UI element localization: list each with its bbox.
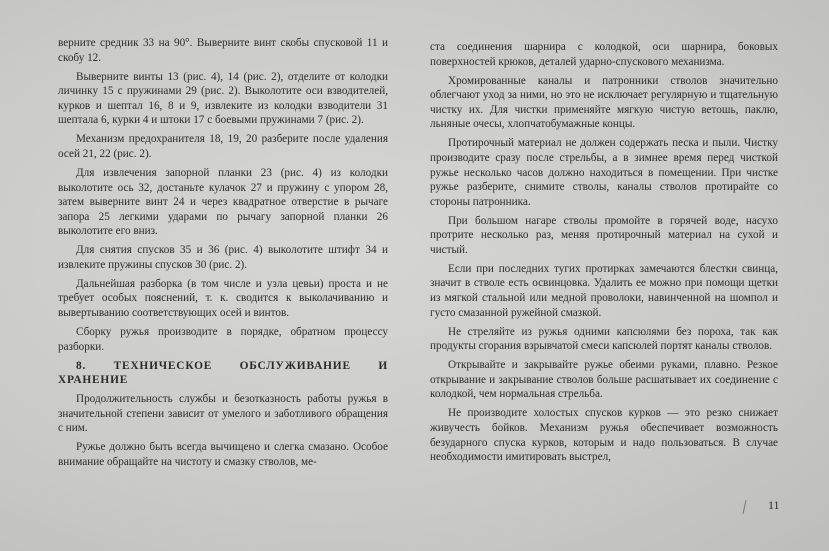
paragraph: Хромированные каналы и патронники стволов значительно облегчают уход за ними, но это не исключает регулярную и тщательную чистку их. Для чистки применяйте мягкую чистую ветошь, паклю, льняные очесы, хлопчатобумажные концы. (430, 74, 778, 131)
paragraph: Выверните винты 13 (рис. 4), 14 (рис. 2), отделите от колодки личинку 15 с пружинами 29 (рис. 2). Выколотите оси взводителей, курков и шептал 16, 8 и 9, извлеките из колодки взводители 31 шептала 6, курки 4 и штоки 17 с боевыми пружинами 7 (рис. 2). (58, 70, 388, 127)
right-column (430, 40, 778, 469)
paragraph: Сборку ружья производите в порядке, обратном процессу разборки. (58, 326, 388, 353)
paragraph: Ружье должно быть всегда вычищено и слегка смазано. Особое внимание обращайте на чистоту и смазку стволов, ме- (58, 441, 388, 468)
paragraph: Открывайте и закрывайте ружье обеими руками, плавно. Резкое открывание и закрывание стволов больше расшатывает их соединение с колодкой, чем нормальная стрельба. (430, 359, 778, 401)
paragraph: Дальнейшая разборка (в том числе и узла цевьи) проста и не требует особых пояснений, т. к. сводится к выколачиванию и вывертыванию соответствующих осей и винтов. (58, 277, 388, 320)
paragraph: Протирочный материал не должен содержать песка и пыли. Чистку производите сразу после стрельбы, а в зимнее время перед чисткой ружье несколько часов должно находиться в помещении. При чистке ружье разберите, снимите стволы, каналы стволов протирайте со стороны патронника. (430, 137, 778, 208)
paragraph: верните средник 33 на 90°. Выверните винт скобы спусковой 11 и скобу 12. (58, 37, 388, 64)
section-heading: 8. ТЕХНИЧЕСКОЕ ОБСЛУЖИВАНИЕ И ХРАНЕНИЕ (58, 359, 388, 387)
paragraph: Для извлечения запорной планки 23 (рис. 4) из колодки выколотите ось 32, достаньте кулачок 27 и пружину с упором 28, затем выверните винт 24 и через квадратное отверстие в рычаге запора 25 легкими ударами по рычагу запорной планки 26 выколотите его вниз. (58, 166, 388, 238)
page-number: 11 (768, 498, 780, 512)
paragraph: Механизм предохранителя 18, 19, 20 разберите после удаления осей 21, 22 (рис. 2). (58, 133, 388, 160)
paragraph: ста соединения шарнира с колодкой, оси шарнира, боковых поверхностей крюков, деталей ударно-спускового механизма. (430, 41, 778, 68)
paragraph: Для снятия спусков 35 и 36 (рис. 4) выколотите штифт 34 и извлеките пружины спусков 30 (рис. 2). (58, 244, 388, 271)
paragraph: При большом нагаре стволы промойте в горячей воде, насухо протрите несколько раз, меняя протирочный материал на сухой и чистый. (430, 214, 778, 256)
paragraph: Если при последних тугих протирках замечаются блестки свинца, значит в стволе есть освинцовка. Удалить ее можно при помощи щетки из мягкой стальной или медной проволоки, навинченной на шомпол и густо смазанной ружейной смазкой. (430, 262, 778, 319)
left-column (58, 36, 388, 474)
paragraph: Не производите холостых спусков курков — это резко снижает живучесть бойков. Механизм ружья обеспечивает возможность безударного спуска курков, которым и надо пользоваться. В случае необходимости имитировать выстрел, (430, 407, 778, 464)
paragraph: Не стреляйте из ружья одними капсюлями без пороха, так как продукты сгорания взрывчатой смеси капсюлей портят каналы стволов. (430, 325, 778, 353)
paragraph: Продолжительность службы и безотказность работы ружья в значительной степени зависит от умелого и заботливого обращения с ним. (58, 393, 388, 435)
pen-mark (743, 500, 747, 514)
